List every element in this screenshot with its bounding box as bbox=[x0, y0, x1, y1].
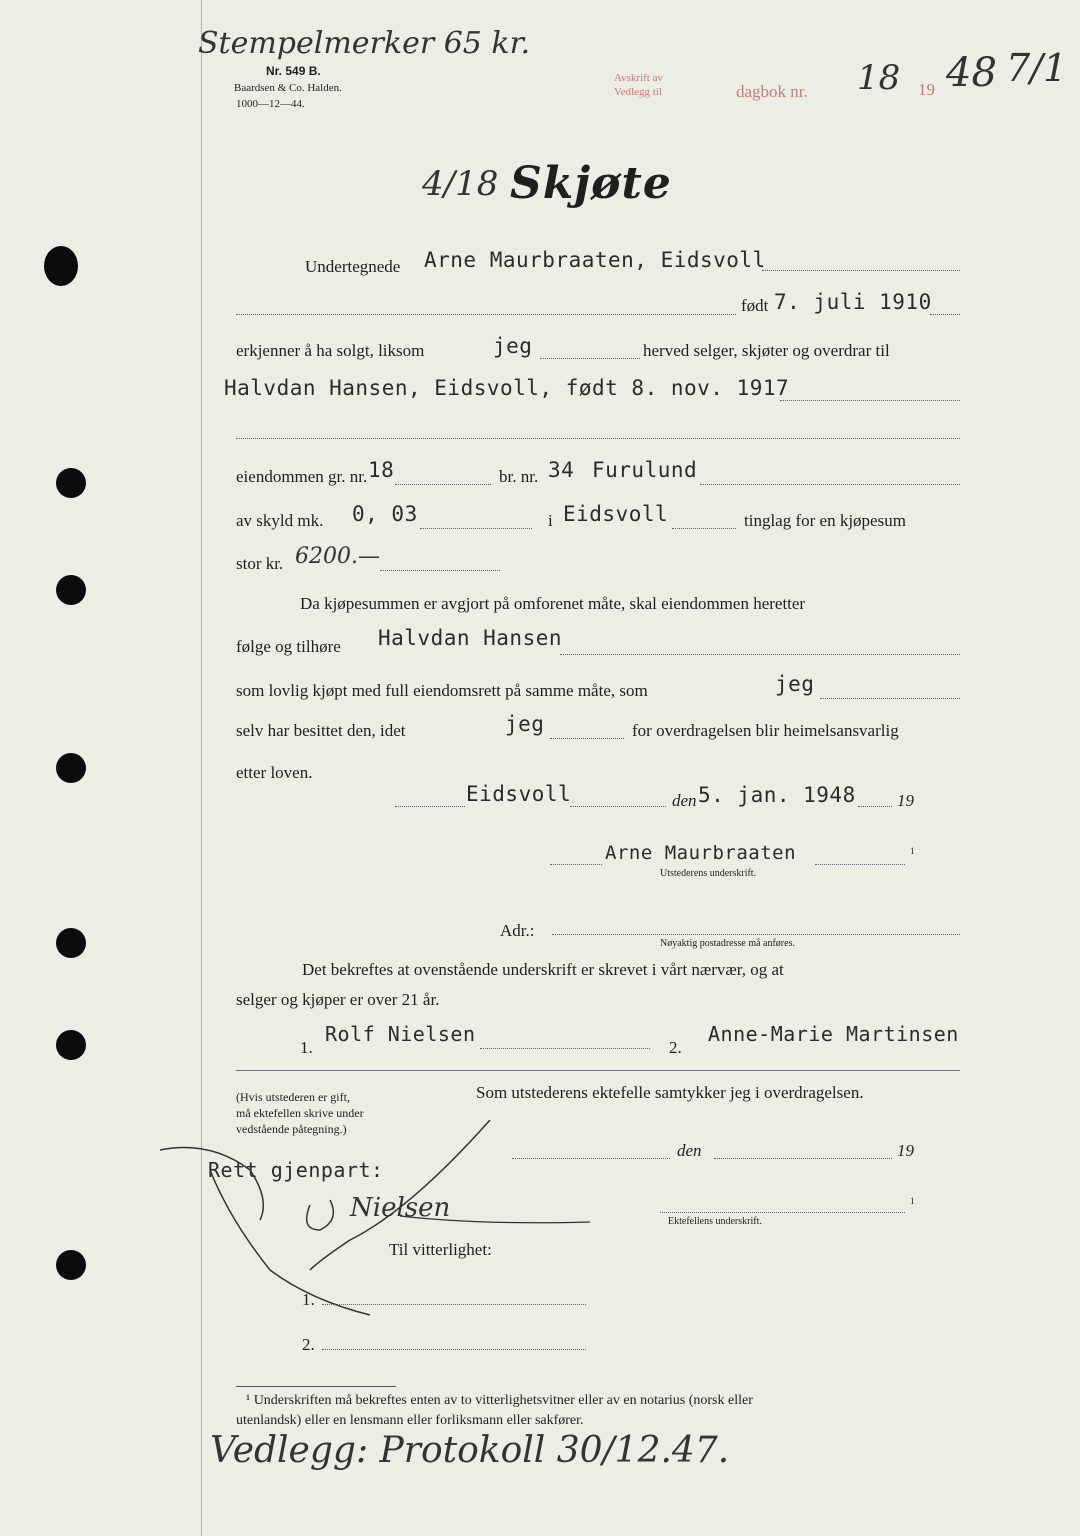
sheet-mark: 7/1 bbox=[1006, 46, 1068, 90]
buyer-dots bbox=[780, 400, 960, 401]
dagbok-stamp-line1: Avskrift av bbox=[614, 72, 663, 84]
spouse-sig-dots bbox=[660, 1212, 905, 1213]
spouse-year-suffix: 19 bbox=[897, 1141, 914, 1160]
stor-kr-label: stor kr. bbox=[236, 554, 284, 573]
buyer-name: Halvdan Hansen bbox=[378, 626, 563, 650]
binder-hole-1 bbox=[44, 246, 78, 286]
binder-hole-5 bbox=[56, 928, 86, 958]
pronoun3-dots bbox=[550, 738, 624, 739]
undertegnede-label: Undertegnede bbox=[305, 257, 401, 276]
gr-nr: 18 bbox=[368, 458, 395, 482]
footnote-line-2: utenlandsk) eller en lensmann eller forliksmann eller sakfører. bbox=[236, 1413, 584, 1428]
den-label: den bbox=[672, 791, 697, 810]
gjenpart-signature bbox=[150, 1120, 610, 1320]
folge-label: følge og tilhøre bbox=[236, 637, 341, 656]
spouse-note-1: (Hvis utstederen er gift, bbox=[236, 1090, 350, 1104]
binder-hole-4 bbox=[56, 753, 86, 783]
vitterlighet-num-2: 2. bbox=[302, 1335, 315, 1354]
place: Eidsvoll bbox=[466, 782, 572, 806]
gr-nr-dots bbox=[395, 484, 491, 485]
witness-name-2: Anne-Marie Martinsen bbox=[708, 1022, 959, 1046]
signature-name: Arne Maurbraaten bbox=[605, 842, 797, 864]
dagbok-number: 18 bbox=[857, 58, 901, 98]
witness-num-2: 2. bbox=[669, 1038, 682, 1057]
buyer-name-dots bbox=[560, 654, 960, 655]
adr-label: Adr.: bbox=[500, 921, 535, 940]
print-run: 1000—12—44. bbox=[236, 98, 305, 110]
rett-gjenpart: Rett gjenpart: bbox=[208, 1158, 384, 1182]
signature-label: Utstederens underskrift. bbox=[660, 868, 757, 879]
buyer-line: Halvdan Hansen, Eidsvoll, født 8. nov. 1917 bbox=[224, 376, 790, 400]
tinglag-text: tinglag for en kjøpesum bbox=[744, 511, 906, 530]
printer: Baardsen & Co. Halden. bbox=[234, 82, 342, 94]
adr-note: Nøyaktig postadresse må anføres. bbox=[660, 938, 795, 949]
price: 6200.— bbox=[295, 544, 380, 569]
pronoun-1: jeg bbox=[493, 334, 533, 358]
skyld-dots bbox=[420, 528, 532, 529]
vitterlighet-dots-2 bbox=[322, 1349, 586, 1350]
pronoun-2: jeg bbox=[775, 672, 815, 696]
witness1-dots bbox=[480, 1048, 650, 1049]
br-nr: 34 bbox=[548, 458, 575, 482]
birth-dots bbox=[236, 314, 736, 315]
spouse-date-dots bbox=[714, 1158, 892, 1159]
overdragelsen-text: for overdragelsen blir heimelsansvarlig bbox=[632, 721, 899, 740]
date-year-suffix: 19 bbox=[897, 791, 914, 810]
bottom-note: Vedlegg: Protokoll 30/12.47. bbox=[210, 1430, 730, 1471]
buyer-dots-2 bbox=[236, 438, 960, 439]
property-dots bbox=[700, 484, 960, 485]
dagbok-stamp-line2: Vedlegg til bbox=[614, 86, 662, 98]
lovlig-text: som lovlig kjøpt med full eiendomsrett på samme måte, som bbox=[236, 681, 648, 700]
form-number: Nr. 549 B. bbox=[266, 64, 321, 78]
document-title: Skjøte bbox=[510, 158, 672, 209]
fodt-label: født bbox=[741, 296, 769, 315]
binder-hole-2 bbox=[56, 468, 86, 498]
witness-name-1: Rolf Nielsen bbox=[325, 1022, 476, 1046]
seller-name: Arne Maurbraaten, Eidsvoll bbox=[424, 248, 766, 272]
seller-dots bbox=[762, 270, 960, 271]
spouse-superscript: 1 bbox=[910, 1196, 915, 1206]
footnote-line bbox=[236, 1386, 396, 1387]
witness-text-1: Det bekreftes at ovenstående underskrift er skrevet i vårt nærvær, og at bbox=[302, 960, 784, 979]
spouse-note-3: vedstående påtegning.) bbox=[236, 1122, 347, 1136]
binder-hole-3 bbox=[56, 575, 86, 605]
dagbok-label: dagbok nr. bbox=[736, 82, 808, 101]
eiendommen-label: eiendommen gr. nr. bbox=[236, 467, 368, 486]
sig-dots-pre bbox=[550, 864, 602, 865]
signature-superscript: 1 bbox=[910, 846, 915, 856]
erkjenner-text: erkjenner å ha solgt, liksom bbox=[236, 341, 425, 360]
birth-dots-end bbox=[930, 314, 960, 315]
witness-text-2: selger og kjøper er over 21 år. bbox=[236, 990, 440, 1009]
etter-loven: etter loven. bbox=[236, 763, 313, 782]
til-vitterlighet: Til vitterlighet: bbox=[389, 1240, 492, 1259]
pronoun-dots bbox=[540, 358, 640, 359]
municipality: Eidsvoll bbox=[563, 502, 669, 526]
place-dots-pre bbox=[395, 806, 465, 807]
herved-text: herved selger, skjøter og overdrar til bbox=[643, 341, 890, 360]
separator-line bbox=[236, 1070, 960, 1071]
spouse-sig-label: Ektefellens underskrift. bbox=[668, 1216, 762, 1227]
price-dots bbox=[380, 570, 500, 571]
adr-dots bbox=[552, 934, 960, 935]
spouse-consent: Som utstederens ektefelle samtykker jeg i overdragelsen. bbox=[476, 1083, 864, 1102]
witness-num-1: 1. bbox=[300, 1038, 313, 1057]
seller-birth: 7. juli 1910 bbox=[774, 290, 932, 314]
skyld-label: av skyld mk. bbox=[236, 511, 324, 530]
pronoun-3: jeg bbox=[505, 712, 545, 736]
spouse-den-label: den bbox=[677, 1141, 702, 1160]
year-prefix: 19 bbox=[918, 80, 935, 99]
gjenpart-signature-text: Nielsen bbox=[350, 1193, 451, 1223]
spouse-note-2: må ektefellen skrive under bbox=[236, 1106, 364, 1120]
municipality-dots bbox=[672, 528, 736, 529]
br-nr-label: br. nr. bbox=[499, 467, 539, 486]
property-name: Furulund bbox=[592, 458, 698, 482]
margin-note: 4/18 bbox=[422, 164, 499, 204]
year-handwritten: 48 bbox=[946, 50, 997, 96]
skyld-value: 0, 03 bbox=[352, 502, 418, 526]
sig-dots bbox=[815, 864, 905, 865]
selv-har-text: selv har besittet den, idet bbox=[236, 721, 406, 740]
date: 5. jan. 1948 bbox=[698, 783, 856, 807]
date-dots bbox=[858, 806, 892, 807]
stamp-annotation: Stempelmerker 65 kr. bbox=[198, 26, 531, 61]
binder-hole-7 bbox=[56, 1250, 86, 1280]
i-label: i bbox=[548, 511, 553, 530]
vitterlighet-num-1: 1. bbox=[302, 1290, 315, 1309]
place-dots bbox=[570, 806, 666, 807]
binder-hole-6 bbox=[56, 1030, 86, 1060]
vitterlighet-dots-1 bbox=[322, 1304, 586, 1305]
footnote-line-1: ¹ Underskriften må bekreftes enten av to vitterlighetsvitner eller av en notarius (norsk eller bbox=[246, 1393, 753, 1408]
pronoun2-dots bbox=[820, 698, 960, 699]
para1: Da kjøpesummen er avgjort på omforenet måte, skal eiendommen heretter bbox=[300, 594, 806, 613]
